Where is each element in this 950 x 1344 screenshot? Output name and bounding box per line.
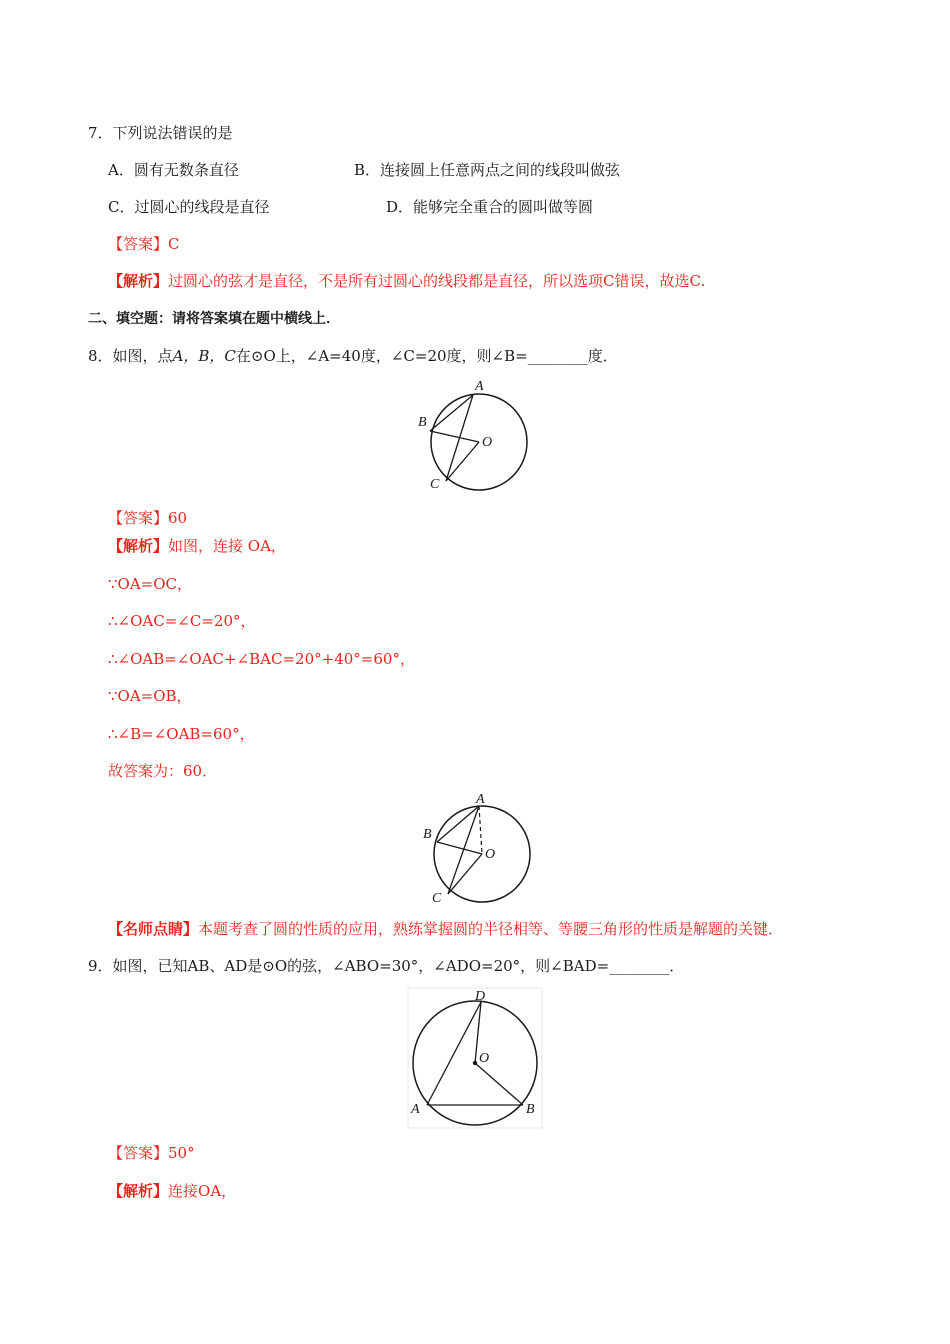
q7-stem-text: 下列说法错误的是 xyxy=(112,124,233,142)
q7-answer xyxy=(108,233,180,255)
q8-analysis-line-4: ∵OA=OB， xyxy=(108,687,192,705)
q8-stem-suffix: 度． xyxy=(587,347,618,365)
q7-answer-label: 【答案】 xyxy=(108,235,169,253)
q8-analysis-line-1: ∵OA=OC， xyxy=(108,575,193,593)
q7-analysis xyxy=(108,270,705,292)
q8-label-a-2: A xyxy=(476,792,485,807)
q8-circle-diagram xyxy=(410,375,540,495)
q8-answer-label: 【答案】 xyxy=(108,509,169,527)
q8-blank: ________ xyxy=(527,347,588,365)
q8-segment-bo-2 xyxy=(437,842,482,854)
q8-label-c-2: C xyxy=(432,891,442,906)
q9-label-a: A xyxy=(411,1102,420,1117)
q9-label-d: D xyxy=(475,989,486,1004)
q7-option-a: A．圆有无数条直径 xyxy=(108,161,239,179)
q9-analysis xyxy=(108,1180,236,1202)
q7-option-d: D．能够完全重合的圆叫做等圆 xyxy=(386,198,594,216)
q8-analysis-line-3: ∴∠OAB=∠OAC+∠BAC=20°+40°=60°， xyxy=(108,650,415,668)
q7-analysis-text: 过圆心的弦才是直径，不是所有过圆心的线段都是直径，所以选项C错误，故选C. xyxy=(168,272,706,290)
q9-chord-ad xyxy=(427,1002,481,1105)
q9-answer xyxy=(108,1142,195,1164)
q8-dashed-oa xyxy=(479,806,482,854)
q8-label-o: O xyxy=(482,435,493,450)
q8-answer-value: 60 xyxy=(168,509,188,527)
q8-label-o-2: O xyxy=(485,847,496,862)
q9-analysis-label: 【解析】 xyxy=(108,1182,169,1200)
q9-circle-diagram xyxy=(405,985,545,1130)
q7-answer-value: C xyxy=(168,235,180,253)
q9-segment-ob xyxy=(475,1063,523,1105)
q7-number: 7． xyxy=(88,124,113,142)
q9-label-b: B xyxy=(526,1102,535,1117)
q8-figure-2 xyxy=(415,790,545,914)
q7-analysis-label: 【解析】 xyxy=(108,272,169,290)
q9-answer-value: 50° xyxy=(168,1144,195,1162)
q7-option-b: B．连接圆上任意两点之间的线段叫做弦 xyxy=(354,161,621,179)
q8-label-b-2: B xyxy=(423,827,432,842)
section2-title: 二、填空题：请将答案填在题中横线上． xyxy=(88,311,340,327)
q8-label-c: C xyxy=(430,477,440,492)
q8-teacher-note xyxy=(108,918,783,940)
q8-analysis-label: 【解析】 xyxy=(108,537,169,555)
q9-blank: ________ xyxy=(609,957,670,975)
q8-number: 8． xyxy=(88,347,113,365)
q8-analysis-text-0: 如图，连接 OA， xyxy=(168,537,286,555)
q8-segment-bo xyxy=(430,431,479,442)
q9-number: 9． xyxy=(88,957,113,975)
q9-answer-label: 【答案】 xyxy=(108,1144,169,1162)
q8-stem-prefix: 如图，点 xyxy=(112,347,173,365)
q9-label-o: O xyxy=(479,1051,490,1066)
q7-option-c: C．过圆心的线段是直径 xyxy=(108,198,270,216)
q8-circle-diagram-2 xyxy=(415,790,545,910)
q8-figure xyxy=(410,375,540,499)
q8-teacher-label: 【名师点睛】 xyxy=(108,920,199,938)
q7-stem xyxy=(88,122,233,144)
q8-segment-oc xyxy=(446,442,479,481)
q9-stem-suffix: ． xyxy=(669,957,685,975)
q8-answer xyxy=(108,507,187,529)
q8-analysis-line-0 xyxy=(108,535,286,557)
q8-analysis-line-2: ∴∠OAC=∠C=20°， xyxy=(108,612,256,630)
q9-analysis-text: 连接OA， xyxy=(168,1182,237,1200)
q8-teacher-text: 本题考查了圆的性质的应用，熟练掌握圆的半径相等、等腰三角形的性质是解题的关键． xyxy=(198,920,784,938)
q8-analysis-line-5: ∴∠B=∠OAB=60°， xyxy=(108,725,255,743)
q8-chord-ab xyxy=(430,395,473,431)
q9-stem xyxy=(88,955,684,977)
q8-label-b: B xyxy=(418,415,427,430)
q8-label-a: A xyxy=(475,379,484,394)
q8-analysis-line-6: 故答案为：60． xyxy=(108,762,218,780)
q9-figure xyxy=(405,985,545,1134)
q8-stem-mid: 在⊙O上，∠A=40度，∠C=20度，则∠B= xyxy=(235,347,528,365)
q8-segment-oc-2 xyxy=(448,854,482,894)
q8-stem-vars: A，B，C xyxy=(172,347,236,365)
q9-stem-text: 如图，已知AB、AD是⊙O的弦，∠ABO=30°，∠ADO=20°，则∠BAD= xyxy=(112,957,610,975)
q9-center-dot xyxy=(473,1061,477,1065)
q8-stem xyxy=(88,345,618,367)
